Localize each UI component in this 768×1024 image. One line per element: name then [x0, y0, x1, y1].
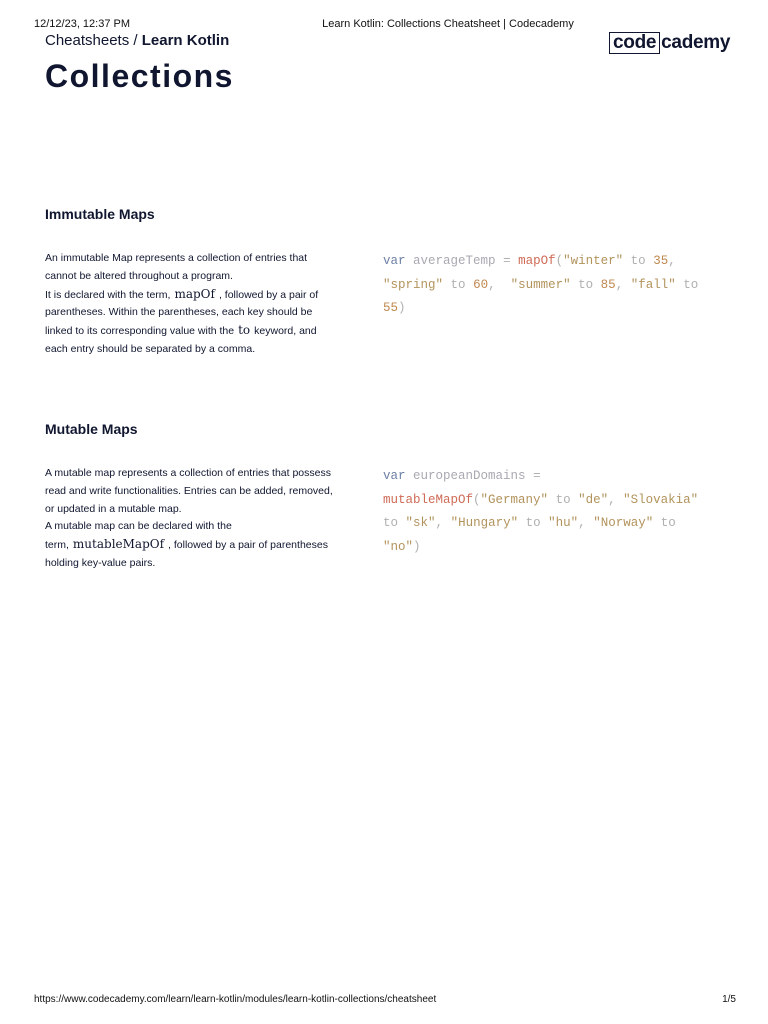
code-keyword-to: to — [450, 277, 466, 292]
logo-rest-text: cademy — [661, 32, 731, 53]
code-string: "Slovakia" — [623, 492, 699, 507]
code-punct: ( — [473, 492, 481, 507]
breadcrumb-link-cheatsheets[interactable]: Cheatsheets — [45, 32, 130, 49]
code-punct: ( — [555, 254, 564, 268]
description-text: , followed by a pair of parentheses. Within the parentheses, each key should be linked to its corresponding value with the — [45, 288, 319, 338]
code-identifier: averageTemp — [413, 254, 496, 268]
code-string: "Norway" — [593, 516, 654, 530]
code-string: "winter" — [563, 254, 624, 268]
breadcrumb-current[interactable]: Learn Kotlin — [141, 32, 230, 49]
code-keyword-to: to — [383, 516, 399, 530]
code-identifier: europeanDomains — [413, 469, 526, 483]
description-paragraph: A mutable map represents a collection of entries that possess read and write functionalities. Entries can be added, removed, or updated in a mutable map. — [45, 467, 333, 515]
code-keyword-to: to — [525, 516, 541, 530]
code-punct: , — [615, 277, 624, 292]
print-footer-page-number: 1/5 — [722, 994, 736, 1005]
code-string: "spring" — [383, 277, 444, 292]
code-punct: ) — [413, 539, 421, 554]
page-title: Collections — [45, 58, 234, 94]
description-paragraph: An immutable Map represents a collection of entries that cannot be altered throughout a program. — [45, 252, 308, 282]
logo-box-text: code — [609, 32, 660, 54]
inline-code-mutablemapof: mutableMapOf — [72, 537, 165, 552]
code-number: 85 — [600, 277, 616, 292]
code-function: mutableMapOf — [383, 492, 474, 507]
code-punct: , — [435, 516, 444, 530]
print-footer-url: https://www.codecademy.com/learn/learn-kotlin/modules/learn-kotlin-collections/cheatsheet — [34, 994, 437, 1005]
section-title-mutable-maps: Mutable Maps — [45, 421, 138, 437]
code-punct: ) — [398, 301, 406, 315]
code-example-immutable-maps — [383, 250, 733, 321]
description-text: keyword, and each entry should be separated by a comma. — [45, 325, 317, 355]
code-keyword: var — [383, 469, 406, 483]
code-string: "fall" — [630, 277, 676, 292]
code-string: "hu" — [548, 516, 579, 530]
breadcrumb — [45, 32, 229, 49]
code-string: "summer" — [510, 277, 571, 292]
code-operator: = — [533, 469, 541, 483]
code-keyword-to: to — [660, 516, 676, 530]
description-text: It is declared with the term, — [45, 288, 171, 301]
code-function: mapOf — [518, 254, 556, 268]
breadcrumb-separator: / — [129, 32, 142, 49]
description-paragraph — [45, 286, 340, 359]
code-number: 35 — [653, 254, 669, 268]
code-string: "sk" — [405, 516, 436, 530]
code-example-mutable-maps — [383, 465, 733, 559]
code-string: "no" — [383, 539, 414, 554]
code-string: "Germany" — [480, 492, 549, 507]
code-string: "de" — [578, 492, 609, 507]
code-operator: = — [503, 254, 511, 268]
code-string: "Hungary" — [450, 516, 519, 530]
description-paragraph — [45, 518, 340, 572]
print-datetime: 12/12/23, 12:37 PM — [34, 18, 131, 30]
description-text: , followed by a pair of parentheses holding key-value pairs. — [45, 539, 328, 569]
inline-code-to: to — [238, 323, 251, 338]
code-number: 60 — [473, 277, 489, 292]
section-description-mutable-maps — [45, 465, 340, 573]
description-text: A mutable map can be declared with the term, — [45, 520, 232, 552]
inline-code-mapof: mapOf — [174, 286, 215, 301]
code-punct: , — [578, 516, 586, 530]
code-keyword-to: to — [555, 492, 571, 507]
code-punct: , — [608, 492, 616, 507]
code-keyword-to: to — [578, 277, 594, 292]
section-title-immutable-maps: Immutable Maps — [45, 206, 155, 222]
code-punct: , — [488, 277, 496, 292]
code-number: 55 — [383, 301, 399, 315]
code-keyword-to: to — [683, 277, 699, 292]
code-keyword: var — [383, 254, 406, 268]
code-keyword-to: to — [630, 254, 646, 268]
print-document-title: Learn Kotlin: Collections Cheatsheet | Codecademy — [322, 18, 574, 30]
codecademy-logo[interactable] — [609, 31, 730, 55]
code-punct: , — [668, 254, 676, 268]
section-description-immutable-maps — [45, 250, 340, 359]
